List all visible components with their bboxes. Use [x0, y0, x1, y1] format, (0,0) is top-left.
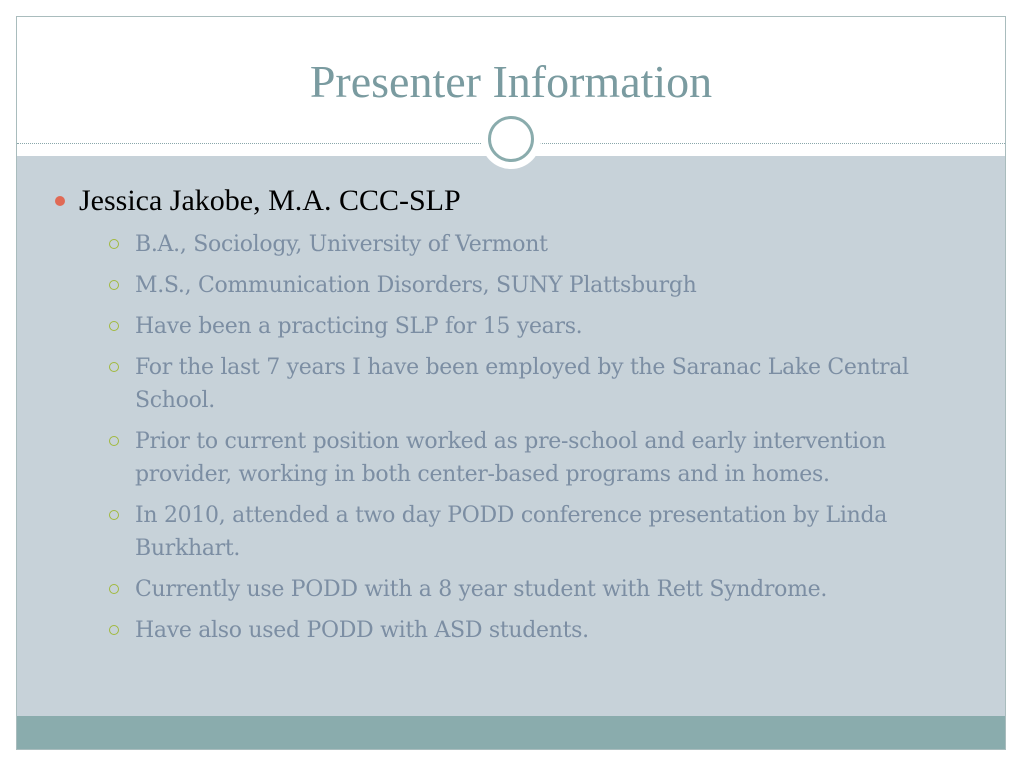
circle-bullet-icon: [109, 321, 119, 331]
detail-text: Prior to current position worked as pre-school and early intervention provider, working in both center-based programs and in homes.: [135, 429, 886, 487]
ring-icon: [488, 116, 534, 162]
circle-bullet-icon: [109, 625, 119, 635]
circle-ornament-icon: [483, 111, 539, 167]
presenter-name: Jessica Jakobe, M.A. CCC-SLP: [79, 184, 461, 217]
content-area: [17, 156, 1005, 716]
detail-item: [79, 499, 986, 565]
detail-text: For the last 7 years I have been employed by the Saranac Lake Central School.: [135, 355, 909, 413]
circle-bullet-icon: [109, 362, 119, 372]
detail-item: [79, 614, 986, 647]
detail-item: [79, 425, 986, 491]
detail-text: Have been a practicing SLP for 15 years.: [135, 314, 583, 339]
detail-item: [79, 269, 986, 302]
presenter-details: [79, 228, 986, 647]
detail-text: M.S., Communication Disorders, SUNY Plattsburgh: [135, 273, 697, 298]
detail-text: Currently use PODD with a 8 year student with Rett Syndrome.: [135, 577, 828, 602]
bullet-list: [51, 184, 986, 655]
detail-text: In 2010, attended a two day PODD conference presentation by Linda Burkhart.: [135, 503, 888, 561]
slide-title: Presenter Information: [309, 56, 713, 107]
circle-bullet-icon: [109, 239, 119, 249]
detail-item: [79, 573, 986, 606]
footer-band: [17, 716, 1005, 750]
circle-bullet-icon: [109, 436, 119, 446]
bullet-dot-icon: [55, 196, 65, 206]
slide-frame: [16, 16, 1006, 750]
detail-text: Have also used PODD with ASD students.: [135, 618, 589, 643]
circle-bullet-icon: [109, 280, 119, 290]
circle-bullet-icon: [109, 510, 119, 520]
detail-item: [79, 310, 986, 343]
presenter-item: [51, 184, 986, 647]
detail-text: B.A., Sociology, University of Vermont: [135, 232, 548, 257]
circle-bullet-icon: [109, 584, 119, 594]
detail-item: [79, 351, 986, 417]
detail-item: [79, 228, 986, 261]
